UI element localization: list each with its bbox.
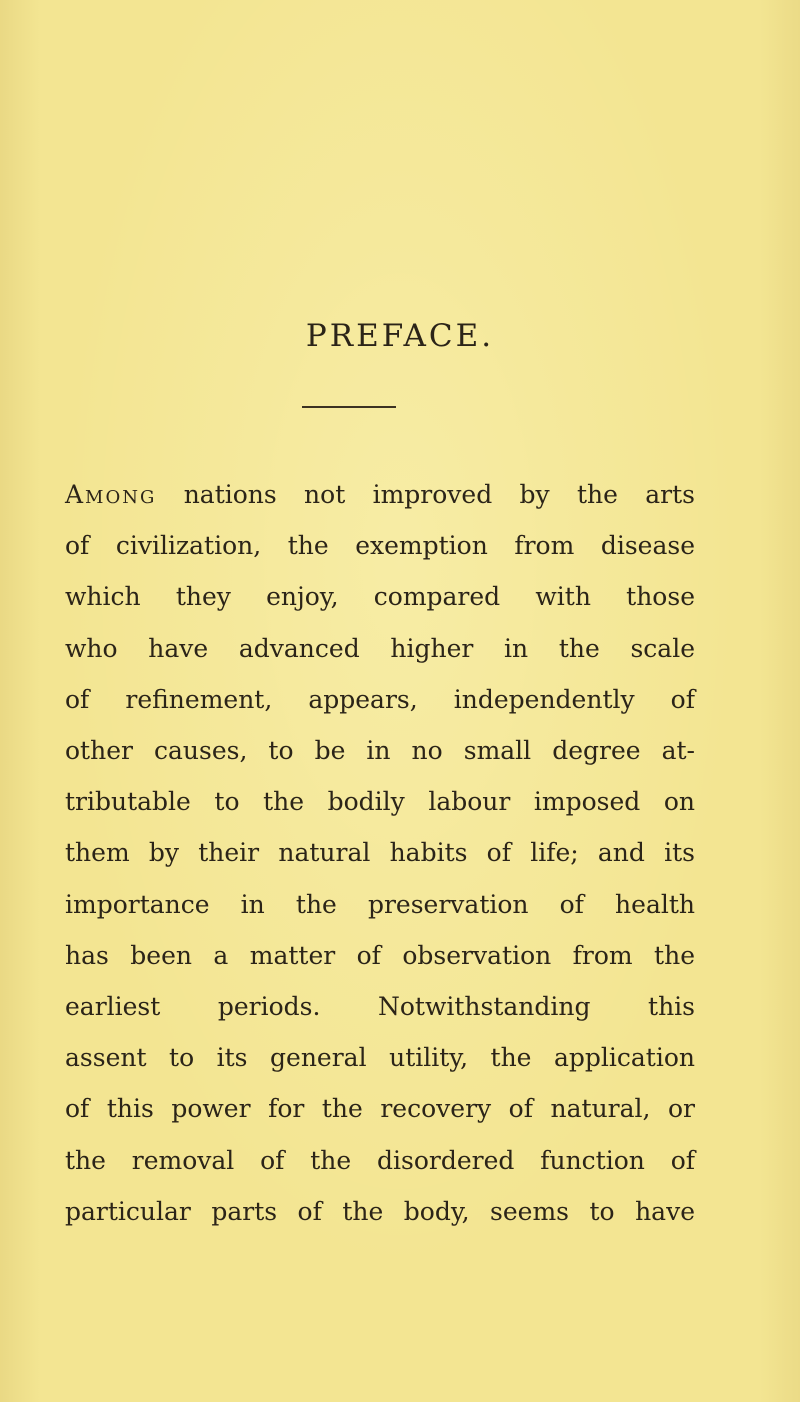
text-line: who have advanced higher in the scale [65, 633, 695, 663]
opening-word: Among [65, 480, 157, 509]
title-rule [302, 406, 396, 408]
text-line: the removal of the disordered function of [65, 1145, 695, 1175]
text-line: particular parts of the body, seems to have [65, 1196, 695, 1226]
show-through-text [120, 180, 740, 410]
text-line: importance in the preservation of health [65, 889, 695, 919]
text-line: them by their natural habits of life; and its [65, 838, 695, 868]
page-title: PREFACE. [305, 318, 495, 354]
preface-paragraph [65, 469, 695, 1237]
text-line: of this power for the recovery of natural, or [65, 1094, 695, 1124]
text-line: assent to its general utility, the application [65, 1043, 695, 1073]
text-line: of refinement, appears, independently of [65, 684, 695, 714]
text-line: tributable to the bodily labour imposed on [65, 787, 695, 817]
text-line: earliest periods. Notwithstanding this [65, 992, 695, 1022]
text-line: of civilization, the exemption from disease [65, 531, 695, 561]
text-line: Among nations not improved by the arts [65, 480, 695, 509]
text-line: which they enjoy, compared with those [65, 582, 695, 612]
text-line: has been a matter of observation from the [65, 940, 695, 970]
text-line: other causes, to be in no small degree at- [65, 736, 695, 766]
